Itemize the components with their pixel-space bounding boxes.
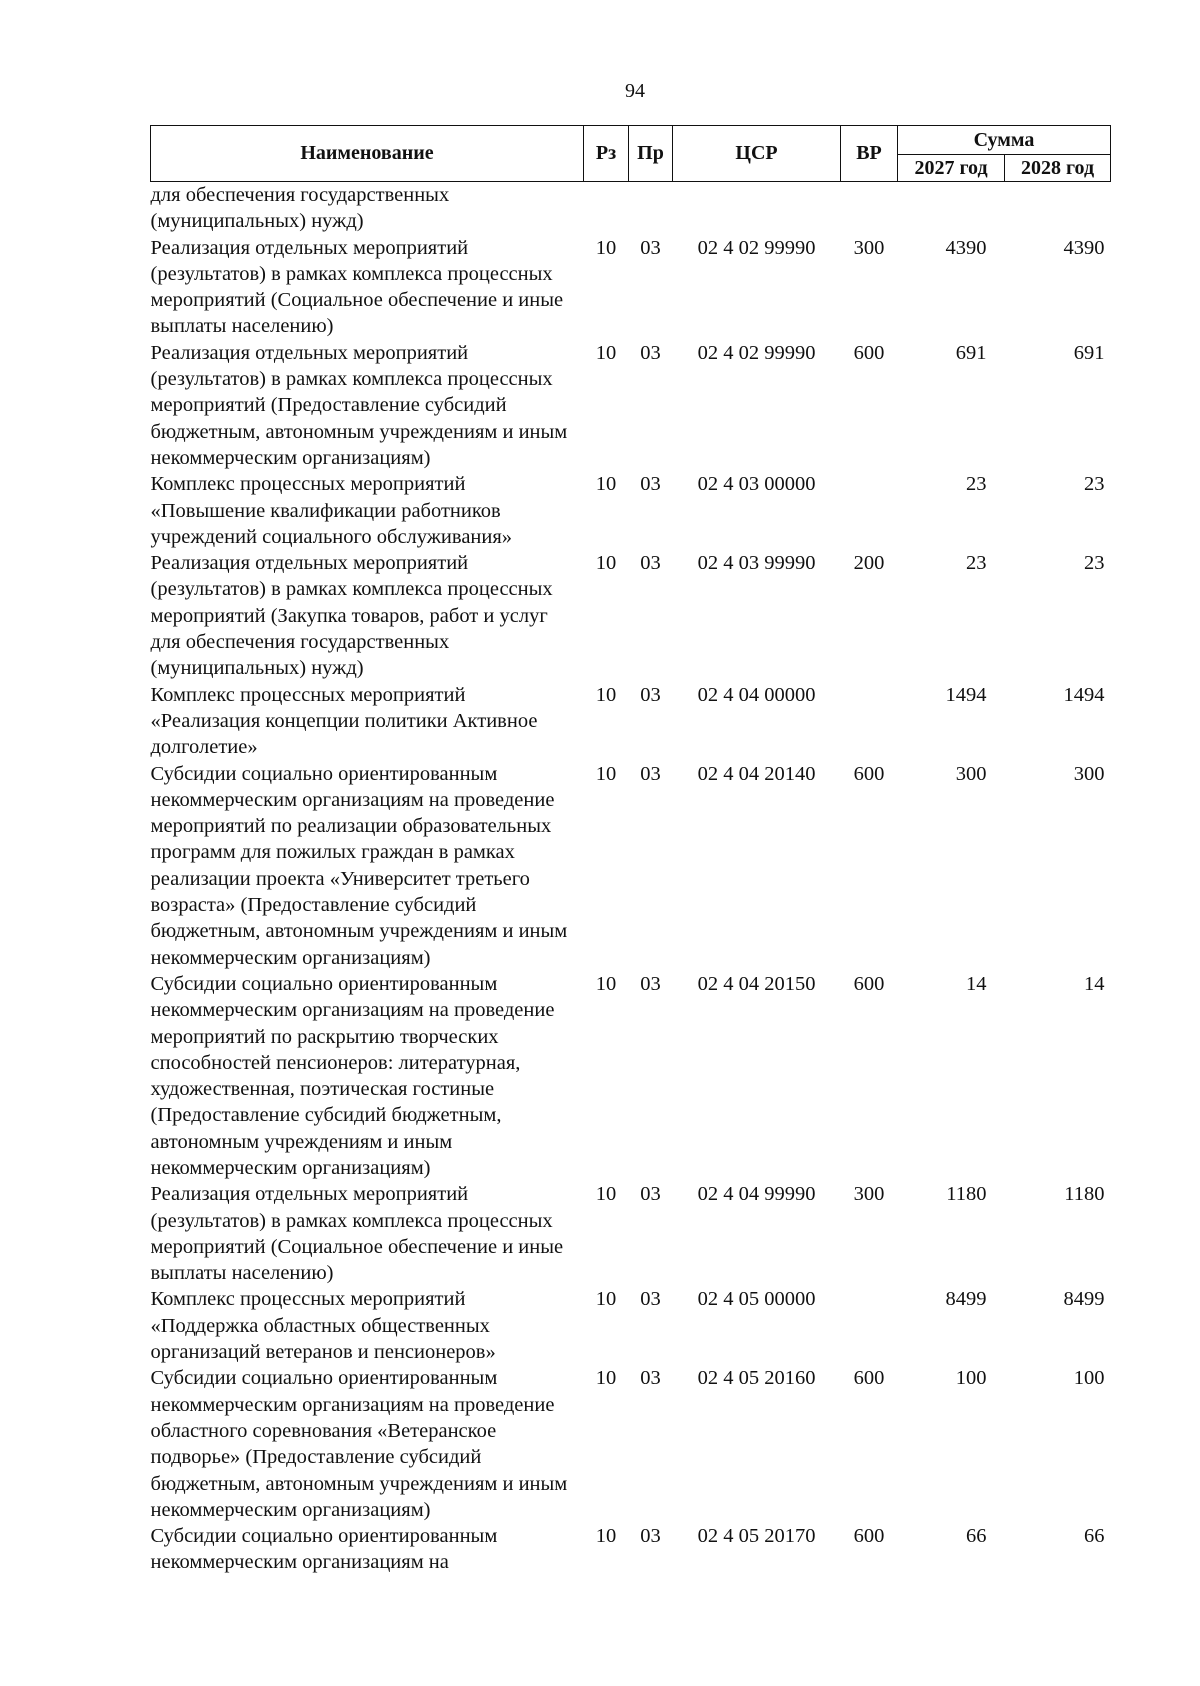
row-value-2027: 300 [955,762,987,785]
header-year-2028: 2028 год [1005,155,1111,182]
table-row [151,471,1111,550]
row-value-2027: 4390 [945,236,987,259]
table-row [151,340,1111,471]
row-name: Реализация отдельных мероприятий (результатов) в рамках комплекса процессных мероприятий (Закупка товаров, работ и услуг для обеспечения государственных (муниципальных) нужд) [150,552,553,680]
row-name: Субсидии социально ориентированным некоммерческим организациям на проведение мероприятий по реализации образовательных программ для пожилых граждан в рамках реализации проекта «Университет третьего возраста» (Предоставление субсидий бюджетным, автономным учреждениям и иным некоммерческим организациям) [150,762,568,969]
row-rz: 10 [595,1183,617,1206]
continuation-name: для обеспечения государственных (муниципальных) нужд) [150,184,450,233]
row-vr: 600 [853,972,885,995]
row-pr: 03 [640,972,661,995]
row-name: Субсидии социально ориентированным некоммерческим организациям на [150,1525,498,1574]
row-pr: 03 [640,236,661,259]
row-rz: 10 [595,236,617,259]
row-pr: 03 [640,473,661,496]
row-name: Субсидии социально ориентированным некоммерческим организациям на проведение мероприятий по раскрытию творческих способностей пенсионеров: литературная, художественная, поэтическая гостиные (Предоставление субсидий бюджетным, автономным учреждениям и иным некоммерческим организациям) [150,972,555,1179]
header-pr: Пр [629,126,673,182]
table-row [151,1181,1111,1286]
header-csr: ЦСР [673,126,841,182]
row-csr: 02 4 02 99990 [697,236,816,259]
row-vr: 600 [853,762,885,785]
row-vr: 300 [853,1183,885,1206]
row-csr: 02 4 04 00000 [697,683,816,706]
row-value-2028: 4390 [1063,236,1105,259]
row-name: Реализация отдельных мероприятий (результатов) в рамках комплекса процессных мероприятий (Социальное обеспечение и иные выплаты населению) [150,236,564,338]
row-value-2027: 23 [966,552,987,575]
row-value-2028: 300 [1073,762,1105,785]
row-name: Субсидии социально ориентированным некоммерческим организациям на проведение областного соревнования «Ветеранское подворье» (Предоставление субсидий бюджетным, автономным учреждениям и иным некоммерческим организациям) [150,1367,568,1521]
row-name: Реализация отдельных мероприятий (результатов) в рамках комплекса процессных мероприятий (Предоставление субсидий бюджетным, автономным учреждениям и иным некоммерческим организациям) [150,341,568,469]
table-row [151,1523,1111,1576]
table-header [151,126,1111,182]
row-rz: 10 [595,341,617,364]
row-value-2028: 8499 [1063,1288,1105,1311]
row-value-2027: 66 [966,1525,987,1548]
table-row [151,761,1111,971]
continuation-row [151,182,1111,235]
row-value-2028: 1180 [1064,1183,1105,1206]
row-csr: 02 4 05 20160 [697,1367,816,1390]
row-vr [841,1286,898,1365]
row-rz: 10 [595,972,617,995]
row-vr: 600 [853,341,885,364]
table-row [151,235,1111,340]
row-pr: 03 [640,1367,661,1390]
table-body [151,182,1111,1576]
row-csr: 02 4 05 20170 [697,1525,816,1548]
table-row [151,550,1111,681]
row-value-2027: 23 [966,473,987,496]
header-name: Наименование [151,126,584,182]
row-value-2027: 1180 [946,1183,987,1206]
row-pr: 03 [640,683,661,706]
row-name: Комплекс процессных мероприятий «Реализация концепции политики Активное долголетие» [150,683,538,759]
row-vr [841,471,898,550]
header-vr: ВР [841,126,898,182]
row-pr: 03 [640,341,661,364]
row-csr: 02 4 03 99990 [697,552,816,575]
row-csr: 02 4 04 99990 [697,1183,816,1206]
header-year-2027: 2027 год [898,155,1005,182]
row-rz: 10 [595,473,617,496]
row-value-2028: 100 [1073,1367,1105,1390]
row-vr: 600 [853,1525,885,1548]
row-csr: 02 4 04 20150 [697,972,816,995]
row-pr: 03 [640,1183,661,1206]
page-number: 94 [625,80,645,102]
row-pr: 03 [640,1525,661,1548]
row-vr [841,682,898,761]
row-vr: 200 [853,552,885,575]
row-rz: 10 [595,1288,617,1311]
header-sum: Сумма [898,126,1111,155]
table-row [151,1286,1111,1365]
row-csr: 02 4 02 99990 [697,341,816,364]
row-pr: 03 [640,1288,661,1311]
row-vr: 300 [853,236,885,259]
row-vr: 600 [853,1367,885,1390]
table-row [151,1365,1111,1523]
table-row [151,971,1111,1181]
row-value-2028: 66 [1084,1525,1105,1548]
row-value-2027: 8499 [945,1288,987,1311]
row-rz: 10 [595,552,617,575]
row-csr: 02 4 03 00000 [697,473,816,496]
row-name: Реализация отдельных мероприятий (результатов) в рамках комплекса процессных мероприятий (Социальное обеспечение и иные выплаты населению) [150,1183,564,1285]
row-rz: 10 [595,1525,617,1548]
row-csr: 02 4 05 00000 [697,1288,816,1311]
row-name: Комплекс процессных мероприятий «Повышение квалификации работников учреждений социального обслуживания» [150,473,513,548]
budget-table [150,125,1111,1576]
budget-table-container [150,125,1110,1576]
row-value-2028: 23 [1084,473,1105,496]
row-pr: 03 [640,552,661,575]
row-value-2028: 1494 [1063,683,1105,706]
row-value-2028: 14 [1084,972,1105,995]
header-rz: Рз [584,126,629,182]
row-value-2027: 14 [966,972,987,995]
row-value-2028: 23 [1084,552,1105,575]
row-value-2027: 691 [955,341,987,364]
row-rz: 10 [595,762,617,785]
row-rz: 10 [595,1367,617,1390]
row-rz: 10 [595,683,617,706]
row-name: Комплекс процессных мероприятий «Поддержка областных общественных организаций ветеранов и пенсионеров» [150,1288,496,1364]
row-csr: 02 4 04 20140 [697,762,816,785]
row-value-2027: 1494 [945,683,987,706]
row-value-2028: 691 [1073,341,1105,364]
row-value-2027: 100 [955,1367,987,1390]
table-row [151,682,1111,761]
row-pr: 03 [640,762,661,785]
